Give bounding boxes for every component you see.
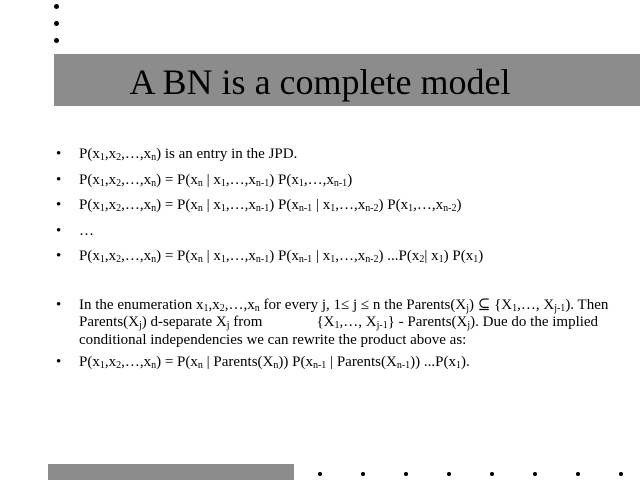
bullet-marker: • — [56, 353, 62, 370]
vertical-dot-decoration — [54, 4, 62, 55]
bullet-item — [56, 197, 636, 214]
bullet-text: $P(x_1,x_2,\dots,x_n) = P(x_n$ | $Parents(X_n)$) $P(x_{n-1}$ | $Parents(X_{n-1})$) $...P(x_1)$. — [79, 353, 470, 371]
bullet-item — [56, 146, 636, 163]
bullet-marker: • — [56, 297, 62, 313]
equation-list — [56, 146, 636, 274]
bullet-item — [56, 172, 636, 189]
bullet-text: … — [79, 222, 94, 239]
bullet-marker: • — [56, 171, 62, 188]
bullet-text: $P(x_1,x_2,\dots,x_n) = P(x_n$ | $x_1,\dots,x_{n-1}$) $P(x_{n-1}$ | $x_1,\dots,x_{n-2}$) $P(x_1,\dots,x_{n-2})$ — [79, 197, 462, 215]
footer-bar — [48, 464, 294, 480]
bullet-item — [56, 297, 636, 349]
bullet-item — [56, 248, 636, 265]
bullet-text: $P(x_1,x_2,\dots,x_n) = P(x_n$ | $x_1,\dots,x_{n-1}$) $P(x_{n-1}$ | $x_1,\dots,x_{n-2}$) $...P(x_2|$ $x_1$) $P(x_1)$ — [79, 248, 484, 266]
explanation-list — [56, 297, 636, 376]
bullet-marker: • — [56, 222, 62, 239]
slide-title: A BN is a complete model — [129, 62, 511, 102]
bullet-text: In the enumeration $x_1,x_2,\dots,x_n$ for every j, 1≤ j ≤ n the $Parents(X_j)$ ⊆ {$X_1,\dots$, $X_{j-1}$). Then $Parents(X_j)$ d-separate $X_j$ from {$X_1,\dots$, $X_{j-1}$} - $Parents(X_j)$. Due do the implied conditional independencies we can rewrite the product above as: — [79, 297, 609, 348]
bullet-marker: • — [56, 248, 62, 265]
bullet-item — [56, 354, 636, 371]
bullet-marker: • — [56, 146, 62, 162]
bullet-marker: • — [56, 197, 62, 214]
bullet-text: $P(x_1,x_2,\dots,x_n) = P(x_n$ | $x_1,\dots,x_{n-1}$) $P(x_1,\dots,x_{n-1})$ — [79, 171, 353, 189]
bullet-text: $P(x_1,x_2,\dots,x_n)$ is an entry in the JPD. — [79, 146, 298, 163]
bullet-item — [56, 223, 636, 240]
